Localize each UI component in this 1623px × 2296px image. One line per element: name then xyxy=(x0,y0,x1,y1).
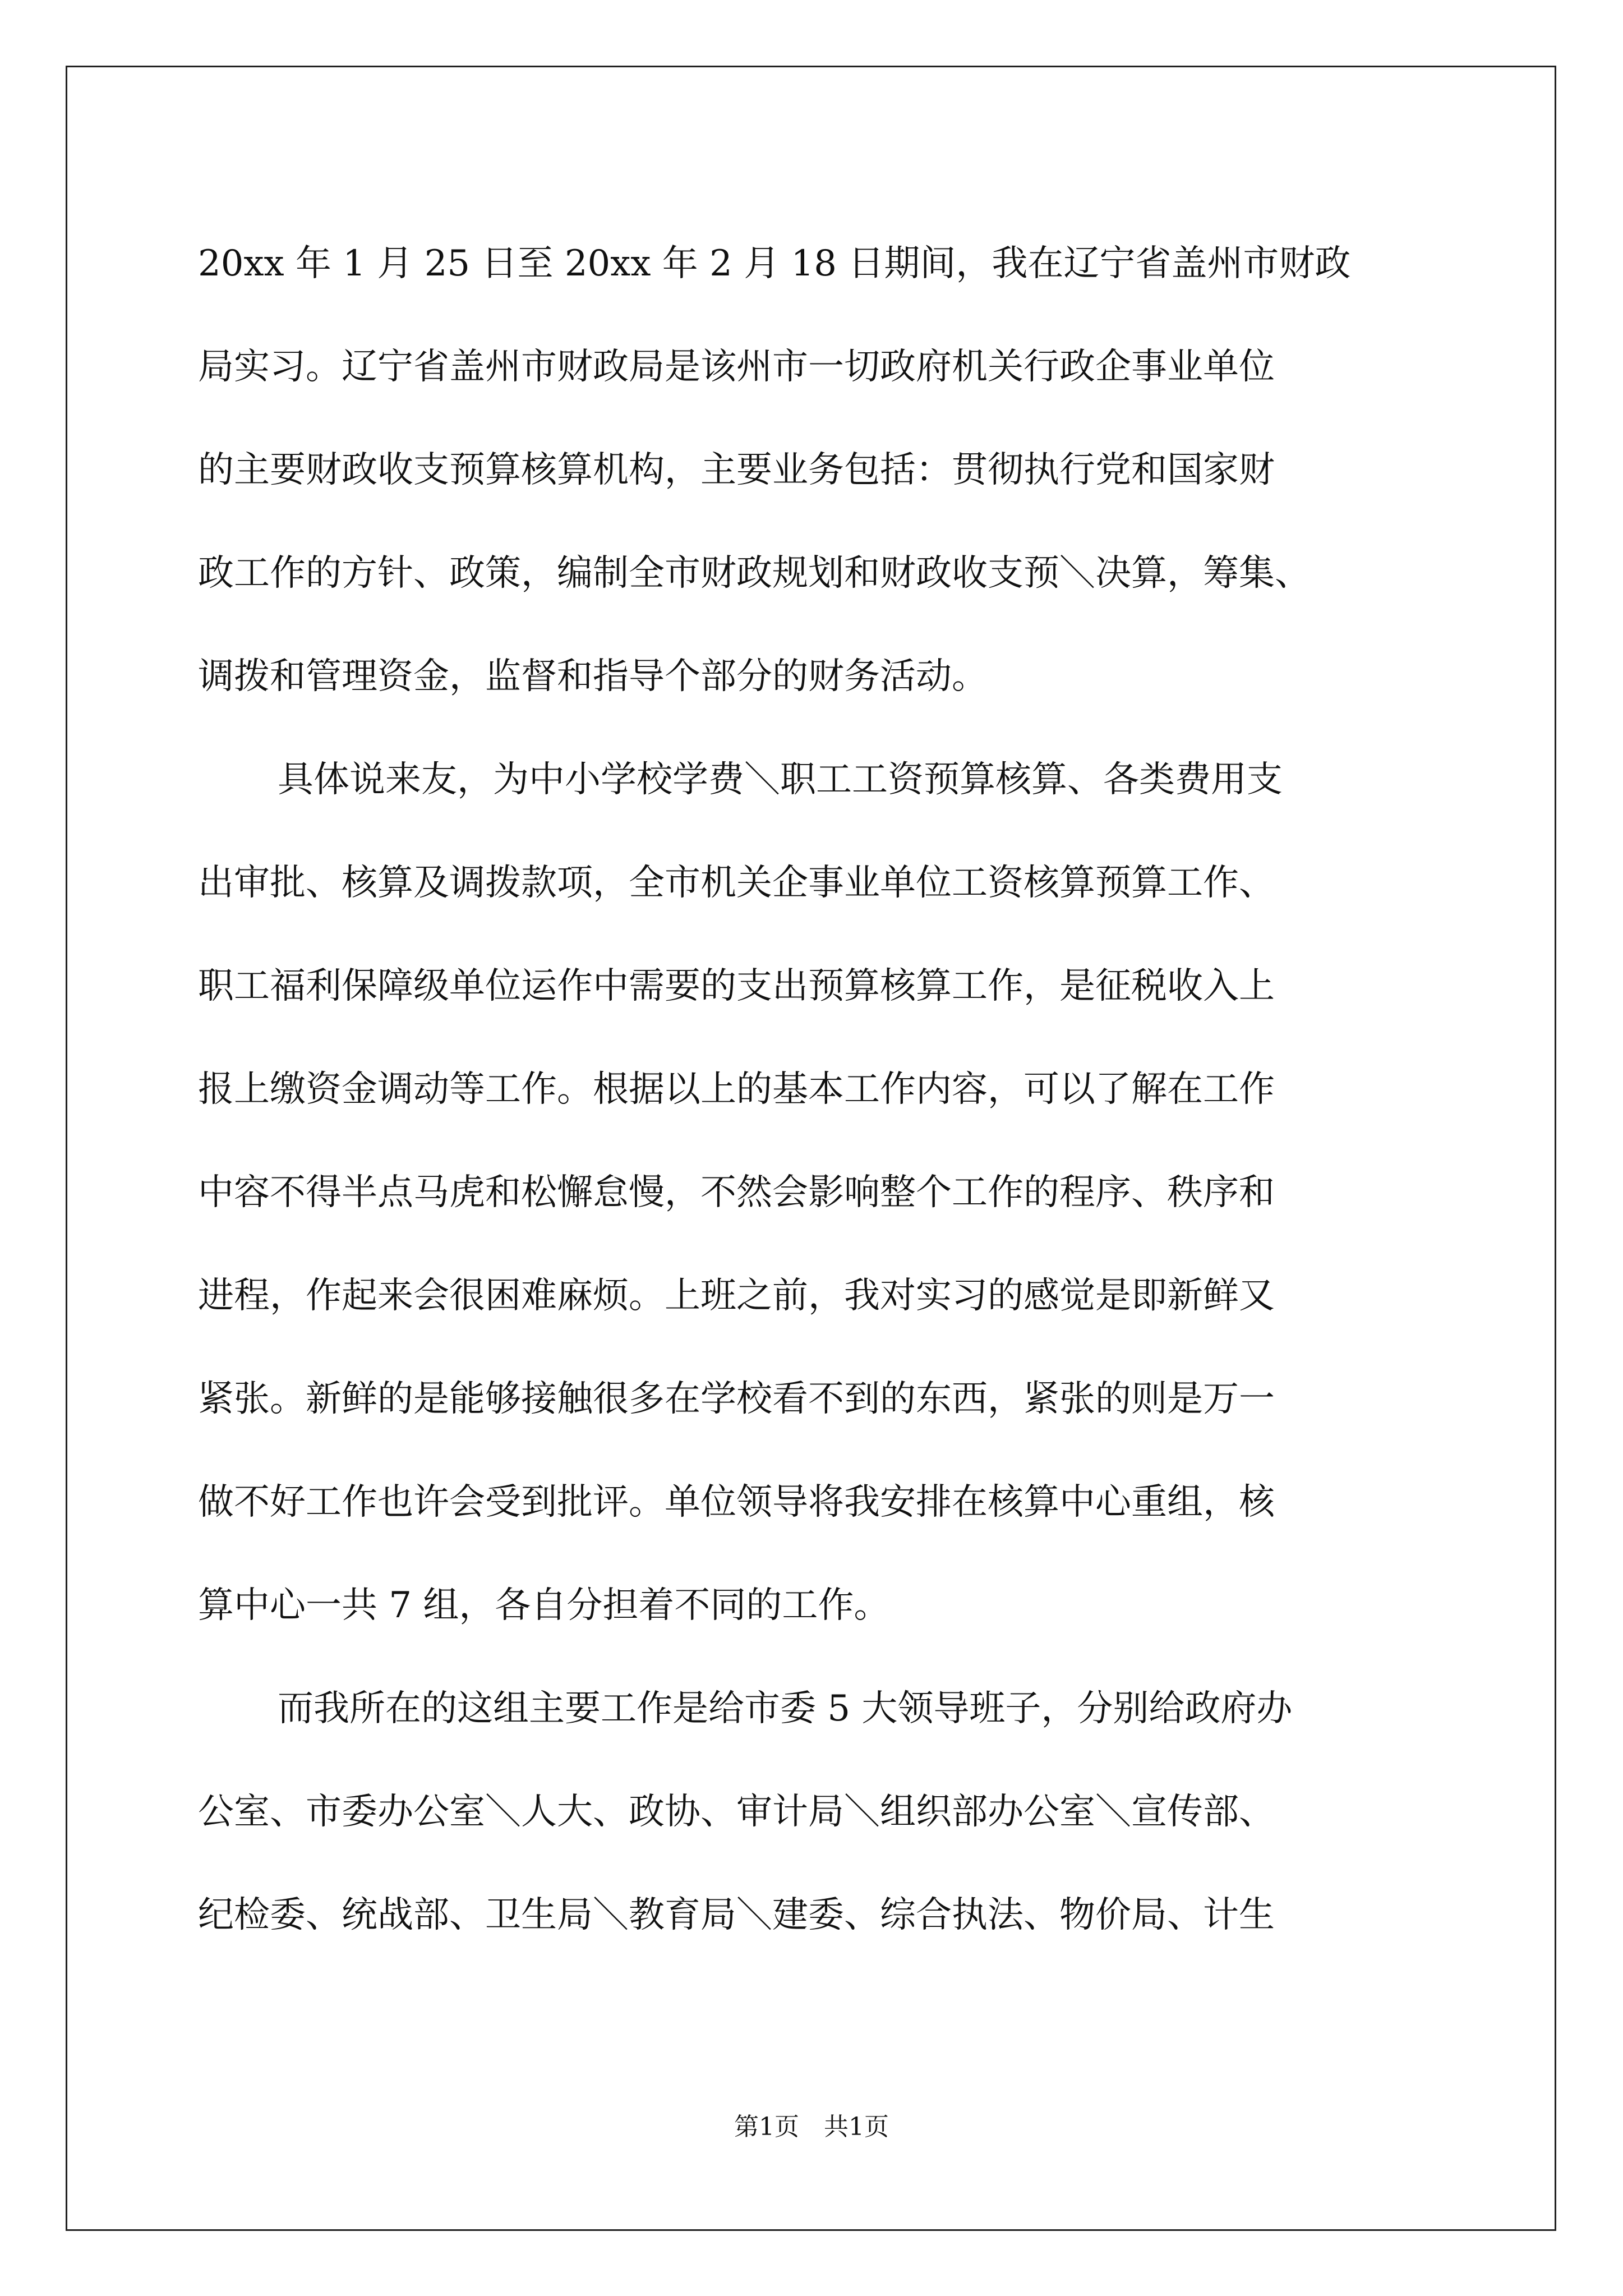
text-line: 进程，作起来会很困难麻烦。上班之前，我对实习的感觉是即新鲜又 xyxy=(198,1275,1275,1317)
text-line: 做不好工作也许会受到批评。单位领导将我安排在核算中心重组，核 xyxy=(198,1481,1275,1523)
text-line: 调拨和管理资金，监督和指导个部分的财务活动。 xyxy=(198,656,988,697)
text-line: 20xx 年 1 月 25 日至 20xx 年 2 月 18 日期间，我在辽宁省盖州市财政 xyxy=(198,243,1351,284)
text-line: 公室、市委办公室＼人大、政协、审计局＼组织部办公室＼宣传部、 xyxy=(198,1791,1275,1833)
text-line: 局实习。辽宁省盖州市财政局是该州市一切政府机关行政企事业单位 xyxy=(198,346,1275,388)
text-line: 政工作的方针、政策，编制全市财政规划和财政收支预＼决算，筹集、 xyxy=(198,553,1311,594)
text-line: 紧张。新鲜的是能够接触很多在学校看不到的东西，紧张的则是万一 xyxy=(198,1378,1275,1420)
text-line: 职工福利保障级单位运作中需要的支出预算核算工作，是征税收入上 xyxy=(198,965,1275,1007)
page-footer: 第1页 共1页 xyxy=(734,2113,889,2141)
text-line: 具体说来友，为中小学校学费＼职工工资预算核算、各类费用支 xyxy=(278,759,1283,800)
text-line: 纪检委、统战部、卫生局＼教育局＼建委、综合执法、物价局、计生 xyxy=(198,1894,1275,1936)
text-line: 报上缴资金调动等工作。根据以上的基本工作内容，可以了解在工作 xyxy=(198,1069,1275,1110)
document-body xyxy=(198,212,1505,1967)
text-line: 而我所在的这组主要工作是给市委 5 大领导班子，分别给政府办 xyxy=(278,1688,1293,1729)
text-line: 的主要财政收支预算核算机构，主要业务包括：贯彻执行党和国家财 xyxy=(198,449,1275,491)
text-line: 中容不得半点马虎和松懈怠慢，不然会影响整个工作的程序、秩序和 xyxy=(198,1172,1275,1213)
text-line: 出审批、核算及调拨款项，全市机关企事业单位工资核算预算工作、 xyxy=(198,862,1275,904)
text-line: 算中心一共 7 组，各自分担着不同的工作。 xyxy=(198,1585,890,1626)
